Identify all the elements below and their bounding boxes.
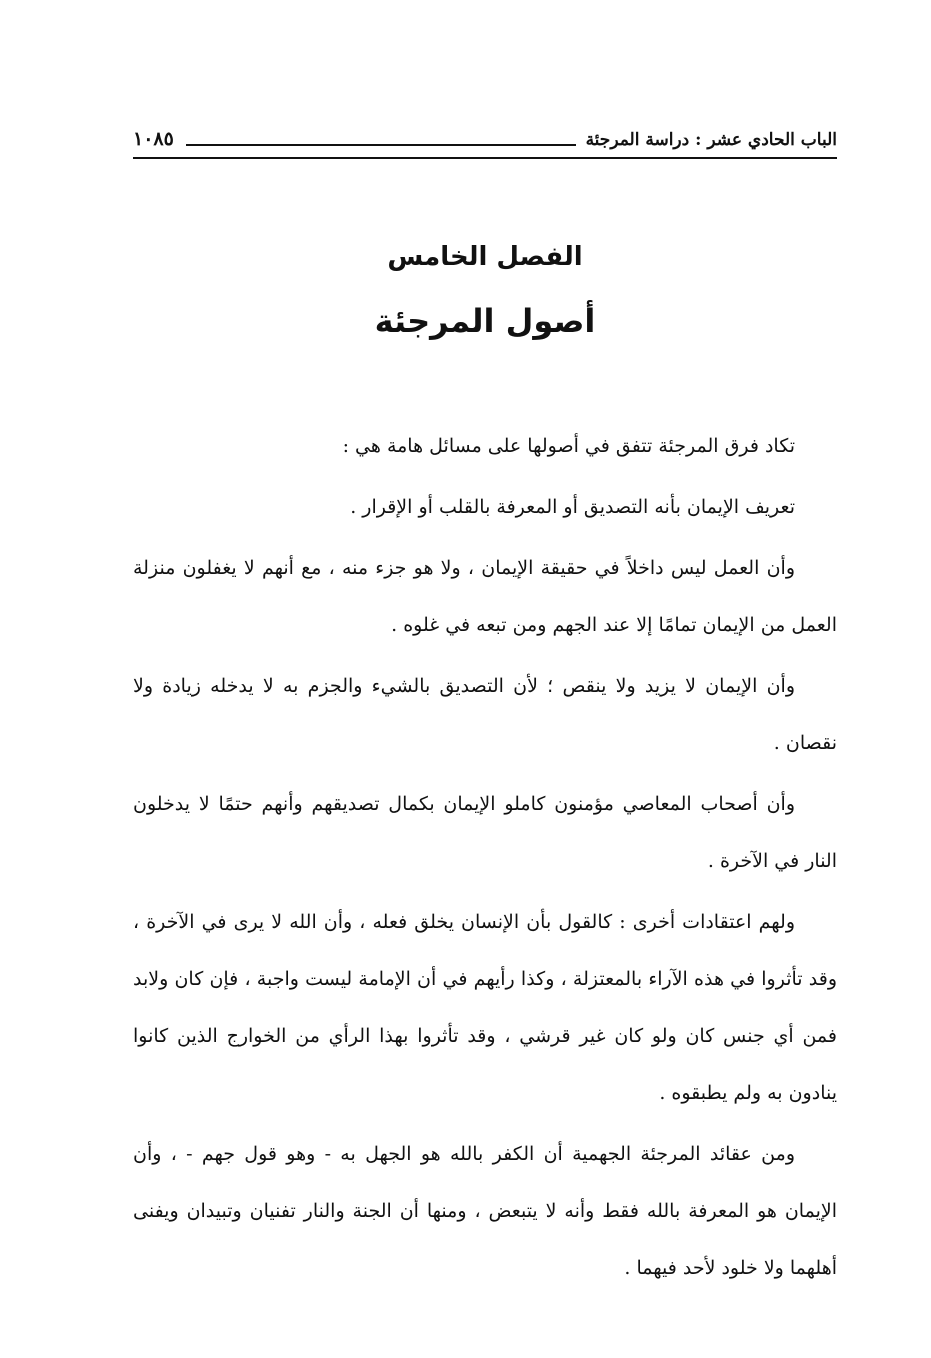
header-rule-segment xyxy=(186,144,576,146)
running-title: الباب الحادي عشر : دراسة المرجئة xyxy=(585,130,837,150)
paragraph-definition: تعريف الإيمان بأنه التصديق أو المعرفة بالقلب أو الإقرار . xyxy=(350,496,795,518)
chapter-number-heading: الفصل الخامس xyxy=(387,242,583,272)
paragraph-intro: تكاد فرق المرجئة تتفق في أصولها على مسائل هامة هي : xyxy=(342,435,795,457)
paragraph-action: وأن العمل ليس داخلاً في حقيقة الإيمان ، ولا هو جزء منه ، مع أنهم لا يغفلون منزلة العمل من الإيمان تمامًا إلا عند الجهم ومن تبعه في غلوه . xyxy=(133,557,837,636)
header-divider xyxy=(133,157,837,159)
paragraph-other-beliefs: ولهم اعتقادات أخرى : كالقول بأن الإنسان يخلق فعله ، وأن الله لا يرى في الآخرة ، وقد تأثروا في هذه الآراء بالمعتزلة ، وكذا رأيهم في أن الإمامة ليست واجبة ، فإن كان ولابد فمن أي جنس كان ولو كان غير قرشي ، وقد تأثروا بهذا الرأي من الخوارج الذين كانوا ينادون به ولم يطبقوه . xyxy=(133,911,837,1104)
page-number: ١٠٨٥ xyxy=(133,128,174,150)
paragraph-increase: وأن الإيمان لا يزيد ولا ينقص ؛ لأن التصديق بالشيء والجزم به لا يدخله زيادة ولا نقصان . xyxy=(133,675,837,754)
body-text xyxy=(133,418,837,1301)
chapter-title: أصول المرجئة xyxy=(374,302,596,340)
paragraph-sinners: وأن أصحاب المعاصي مؤمنون كاملو الإيمان بكمال تصديقهم وأنهم حتمًا لا يدخلون النار في الآخرة . xyxy=(133,793,837,872)
running-header xyxy=(133,116,837,156)
paragraph-jahmiyya: ومن عقائد المرجئة الجهمية أن الكفر بالله هو الجهل به - وهو قول جهم - ، وأن الإيمان هو المعرفة بالله فقط وأنه لا يتبعض ، ومنها أن الجنة والنار تفنيان وتبيدان ويفنى أهلهما ولا خلود لأحد فيهما . xyxy=(133,1143,837,1279)
